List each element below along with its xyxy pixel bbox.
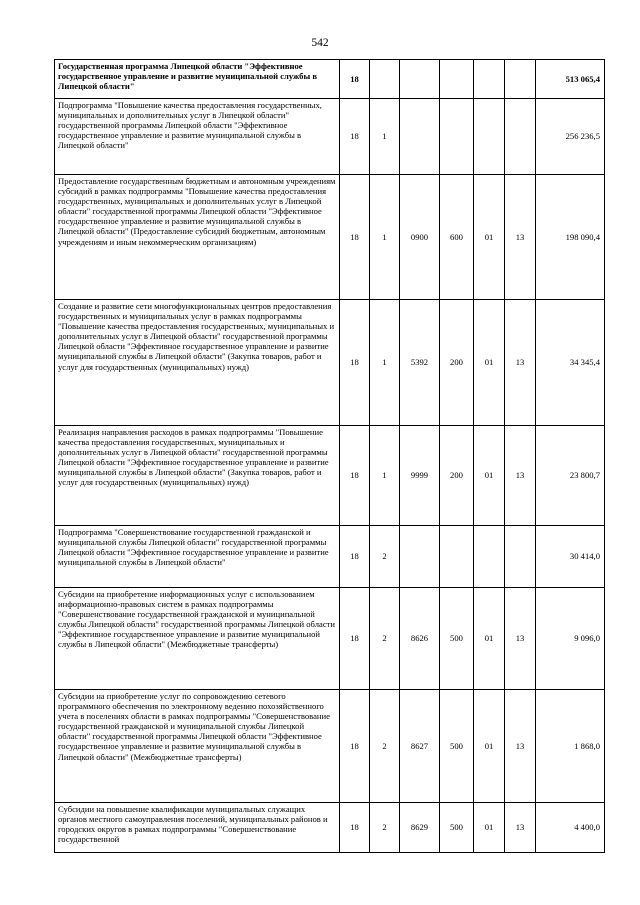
row-subprogram-code: 2 bbox=[370, 526, 400, 588]
row-target-code: 0900 bbox=[400, 175, 440, 300]
row-name: Государственная программа Липецкой области "Эффективное государственное управление и развитие муниципальной службы в Липецкой области" bbox=[55, 60, 340, 99]
row-amount: 1 868,0 bbox=[536, 690, 605, 803]
row-subsection-code bbox=[505, 60, 536, 99]
row-amount: 198 090,4 bbox=[536, 175, 605, 300]
row-kind-code: 500 bbox=[440, 690, 474, 803]
row-section-code: 01 bbox=[474, 426, 505, 526]
table-row bbox=[55, 526, 605, 588]
table-row bbox=[55, 99, 605, 175]
budget-table-body bbox=[55, 60, 605, 853]
row-admin-code: 18 bbox=[340, 426, 370, 526]
row-amount: 4 400,0 bbox=[536, 803, 605, 853]
row-kind-code bbox=[440, 526, 474, 588]
page-number: 542 bbox=[311, 37, 329, 49]
row-name: Субсидии на повышение квалификации муниципальных служащих органов местного самоуправления поселений, муниципальных районов и городских округов в рамках подпрограммы "Совершенствование государственной bbox=[55, 803, 340, 853]
row-target-code: 5392 bbox=[400, 300, 440, 426]
row-subsection-code: 13 bbox=[505, 175, 536, 300]
row-subprogram-code: 1 bbox=[370, 99, 400, 175]
row-target-code: 8629 bbox=[400, 803, 440, 853]
row-subsection-code: 13 bbox=[505, 803, 536, 853]
table-row bbox=[55, 690, 605, 803]
row-kind-code: 200 bbox=[440, 300, 474, 426]
row-name: Подпрограмма "Совершенствование государственной гражданской и муниципальной службы Липецкой области" государственной программы Липецкой области "Эффективное государственное управление и развитие муниципальной службы в Липецкой области" bbox=[55, 526, 340, 588]
row-section-code bbox=[474, 60, 505, 99]
row-admin-code: 18 bbox=[340, 99, 370, 175]
row-name: Предоставление государственным бюджетным и автономным учреждениям субсидий в рамках подпрограммы "Повышение качества предоставления государственных, муниципальных и дополнительных услуг в Липецкой области" государственной программы Липецкой области "Эффективное государственное управление и развитие муниципальной службы в Липецкой области" (Предоставление субсидий бюджетным, автономным учреждениям и иным некоммерческим организациям) bbox=[55, 175, 340, 300]
row-section-code bbox=[474, 526, 505, 588]
row-kind-code bbox=[440, 60, 474, 99]
row-amount: 256 236,5 bbox=[536, 99, 605, 175]
row-admin-code: 18 bbox=[340, 803, 370, 853]
table-row bbox=[55, 60, 605, 99]
budget-table bbox=[54, 59, 605, 853]
row-target-code bbox=[400, 526, 440, 588]
row-subprogram-code: 2 bbox=[370, 690, 400, 803]
row-name: Субсидии на приобретение информационных услуг с использованием информационно-правовых систем в рамках подпрограммы "Совершенствование государственной гражданской и муниципальной службы Липецкой области" государственной программы Липецкой области "Эффективное государственное управление и развитие муниципальной службы в Липецкой области" (Межбюджетные трансферты) bbox=[55, 588, 340, 690]
row-subprogram-code: 1 bbox=[370, 426, 400, 526]
row-name: Подпрограмма "Повышение качества предоставления государственных, муниципальных и дополнительных услуг в Липецкой области" государственной программы Липецкой области "Эффективное государственное управление и развитие муниципальной службы в Липецкой области" bbox=[55, 99, 340, 175]
row-target-code: 8627 bbox=[400, 690, 440, 803]
row-amount: 30 414,0 bbox=[536, 526, 605, 588]
row-target-code: 8626 bbox=[400, 588, 440, 690]
row-admin-code: 18 bbox=[340, 60, 370, 99]
row-kind-code bbox=[440, 99, 474, 175]
row-section-code: 01 bbox=[474, 300, 505, 426]
row-subsection-code: 13 bbox=[505, 690, 536, 803]
row-target-code bbox=[400, 60, 440, 99]
row-subprogram-code: 1 bbox=[370, 300, 400, 426]
row-kind-code: 500 bbox=[440, 588, 474, 690]
row-subprogram-code: 2 bbox=[370, 803, 400, 853]
row-amount: 9 096,0 bbox=[536, 588, 605, 690]
row-section-code bbox=[474, 99, 505, 175]
row-name: Реализация направления расходов в рамках подпрограммы "Повышение качества предоставления государственных, муниципальных и дополнительных услуг в Липецкой области" государственной программы Липецкой области "Эффективное государственное управление и развитие муниципальной службы в Липецкой области" (Закупка товаров, работ и услуг для государственных (муниципальных) нужд) bbox=[55, 426, 340, 526]
row-amount: 23 800,7 bbox=[536, 426, 605, 526]
row-admin-code: 18 bbox=[340, 690, 370, 803]
row-amount: 513 065,4 bbox=[536, 60, 605, 99]
row-subsection-code: 13 bbox=[505, 300, 536, 426]
row-admin-code: 18 bbox=[340, 526, 370, 588]
row-kind-code: 500 bbox=[440, 803, 474, 853]
row-name: Создание и развитие сети многофункциональных центров предоставления государственных и муниципальных услуг в рамках подпрограммы "Повышение качества предоставления государственных, муниципальных и дополнительных услуг в Липецкой области" государственной программы Липецкой области "Эффективное государственное управление и развитие муниципальной службы в Липецкой области" (Закупка товаров, работ и услуг для государственных (муниципальных) нужд) bbox=[55, 300, 340, 426]
row-section-code: 01 bbox=[474, 588, 505, 690]
row-kind-code: 200 bbox=[440, 426, 474, 526]
row-subsection-code: 13 bbox=[505, 588, 536, 690]
table-row bbox=[55, 175, 605, 300]
row-subsection-code bbox=[505, 99, 536, 175]
row-section-code: 01 bbox=[474, 690, 505, 803]
row-subprogram-code: 2 bbox=[370, 588, 400, 690]
row-amount: 34 345,4 bbox=[536, 300, 605, 426]
row-subprogram-code: 1 bbox=[370, 175, 400, 300]
row-admin-code: 18 bbox=[340, 300, 370, 426]
table-row bbox=[55, 426, 605, 526]
row-target-code: 9999 bbox=[400, 426, 440, 526]
row-kind-code: 600 bbox=[440, 175, 474, 300]
row-subsection-code: 13 bbox=[505, 426, 536, 526]
row-subprogram-code bbox=[370, 60, 400, 99]
table-row bbox=[55, 588, 605, 690]
row-target-code bbox=[400, 99, 440, 175]
row-admin-code: 18 bbox=[340, 588, 370, 690]
row-section-code: 01 bbox=[474, 175, 505, 300]
row-admin-code: 18 bbox=[340, 175, 370, 300]
table-row bbox=[55, 803, 605, 853]
row-name: Субсидии на приобретение услуг по сопровождению сетевого программного обеспечения по электронному ведению похозяйственного учета в поселениях области в рамках подпрограммы "Совершенствование государственной гражданской и муниципальной службы Липецкой области" государственной программы Липецкой области "Эффективное государственное управление и развитие муниципальной службы в Липецкой области" (Межбюджетные трансферты) bbox=[55, 690, 340, 803]
row-section-code: 01 bbox=[474, 803, 505, 853]
row-subsection-code bbox=[505, 526, 536, 588]
table-row bbox=[55, 300, 605, 426]
